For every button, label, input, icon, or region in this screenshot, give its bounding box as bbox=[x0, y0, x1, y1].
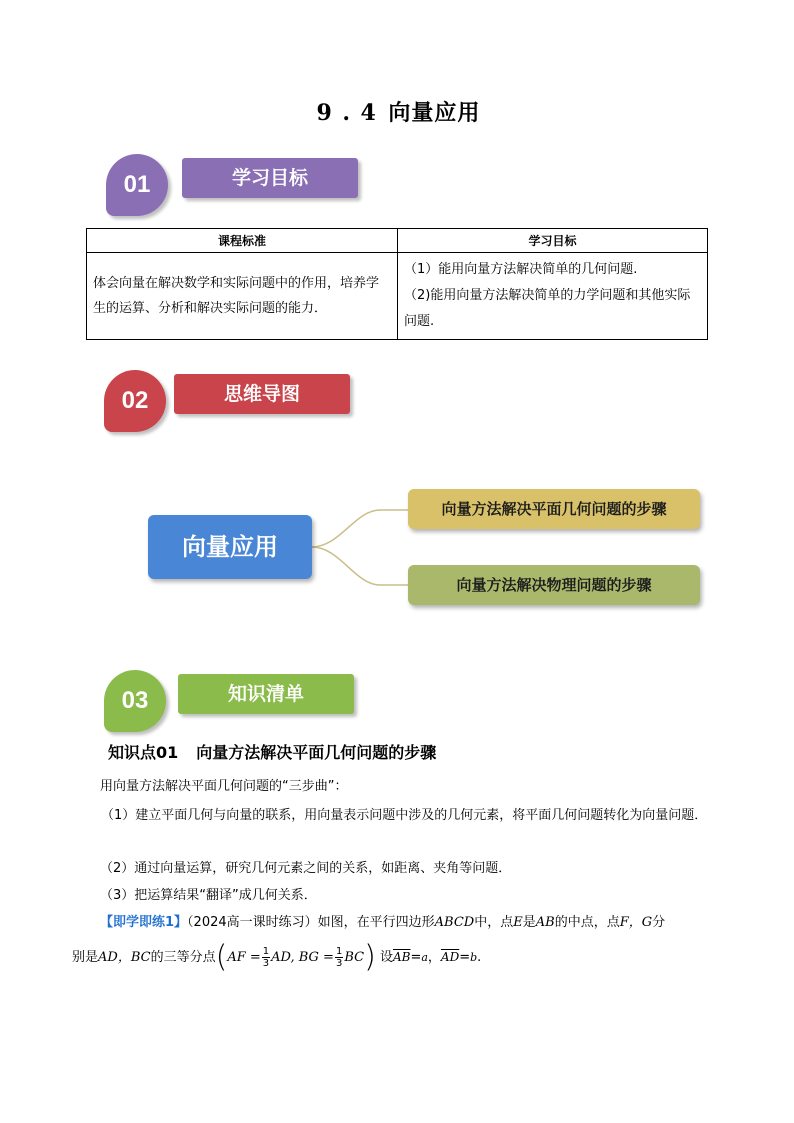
learning-goal-1: （1）能用向量方法解决简单的几何问题. bbox=[404, 262, 638, 277]
practice-text: 别是 bbox=[72, 950, 99, 965]
mind-map-connectors bbox=[300, 490, 420, 590]
separator: ， bbox=[427, 950, 441, 965]
practice-text: 分 bbox=[652, 915, 666, 930]
table-row bbox=[87, 253, 708, 340]
header-learning-goals: 学习目标 bbox=[398, 229, 708, 253]
segment-ab: AB bbox=[535, 915, 555, 930]
practice-text: 设 bbox=[379, 950, 393, 965]
point-e: E bbox=[513, 915, 523, 930]
practice-text: 是 bbox=[522, 915, 536, 930]
learning-goal-2: （2)能用向量方法解决简单的力学问题和其他实际问题. bbox=[404, 288, 691, 329]
vector-ab: $\overline{AB}$ bbox=[392, 950, 411, 964]
learning-goals-cell bbox=[398, 253, 708, 340]
section-label-band: 思维导图 bbox=[174, 374, 350, 414]
equation-ad-bg: AD, BG = bbox=[271, 950, 334, 965]
section-header-knowledge bbox=[104, 666, 364, 738]
mind-map-branch-geometry: 向量方法解决平面几何问题的步骤 bbox=[408, 489, 700, 529]
section-header-mindmap bbox=[104, 366, 364, 438]
goals-table bbox=[86, 228, 708, 340]
title-number-b: 4 bbox=[360, 100, 377, 126]
table-header-row bbox=[87, 229, 708, 253]
knowledge-point-label: 知识点01 bbox=[108, 743, 179, 762]
section-number-badge: 01 bbox=[106, 154, 168, 216]
section-header-goals bbox=[106, 150, 366, 222]
practice-text: 中，点 bbox=[474, 915, 514, 930]
practice-text: 的三等分点 bbox=[150, 950, 216, 965]
title-dot: . bbox=[342, 100, 351, 126]
practice-label: 【即学即练1】 bbox=[100, 915, 188, 930]
fraction-one-third bbox=[262, 946, 270, 969]
mind-map-branch-physics: 向量方法解决物理问题的步骤 bbox=[408, 565, 700, 605]
knowledge-step-1: （1）建立平面几何与向量的联系，用向量表示问题中涉及的几何元素，将平面几何问题转化为向量问题． bbox=[101, 808, 708, 823]
section-number-badge: 03 bbox=[104, 670, 166, 732]
practice-source: （2024高一课时练习）如图，在平行四边形 bbox=[187, 915, 435, 930]
title-text: 向量应用 bbox=[388, 100, 481, 126]
page-title bbox=[0, 96, 794, 127]
points-f-g: F，G bbox=[619, 915, 653, 930]
parallelogram-name: ABCD bbox=[434, 915, 475, 930]
vector-ad: $\overline{AD}$ bbox=[440, 950, 460, 964]
practice-text: 的中点，点 bbox=[554, 915, 620, 930]
knowledge-intro: 用向量方法解决平面几何问题的“三步曲”： bbox=[100, 779, 348, 794]
course-standard-text: 体会向量在解决数学和实际问题中的作用，培养学生的运算、分析和解决实际问题的能力． bbox=[87, 253, 398, 340]
practice-line-2: 别是AD，BC的三等分点(AF = $\frac{1}{3}$ AD, BG = $\frac{1}{3}$ BC) 设$\overline{AB}=a$，$\overline{AD}=b$. bbox=[72, 939, 482, 975]
vector-a: a bbox=[421, 951, 428, 964]
fraction-denominator: 3 bbox=[262, 958, 270, 969]
knowledge-point-heading bbox=[108, 740, 454, 763]
paren-close: ) bbox=[364, 939, 376, 975]
fraction-numerator: 1 bbox=[262, 946, 270, 957]
mind-map-center-node: 向量应用 bbox=[148, 515, 312, 579]
section-label-band: 知识清单 bbox=[178, 674, 354, 714]
fraction-one-third bbox=[335, 946, 343, 969]
knowledge-point-title: 向量方法解决平面几何问题的步骤 bbox=[196, 743, 437, 762]
fraction-numerator: 1 bbox=[335, 946, 343, 957]
paren-open: ( bbox=[215, 939, 228, 975]
section-number-badge: 02 bbox=[104, 370, 166, 432]
equation-af: AF = bbox=[227, 950, 261, 965]
knowledge-step-2: （2）通过向量运算，研究几何元素之间的关系，如距离、夹角等问题． bbox=[100, 861, 512, 876]
header-course-standard: 课程标准 bbox=[87, 229, 398, 253]
knowledge-step-3: （3）把运算结果“翻译”成几何关系． bbox=[100, 888, 317, 903]
equation-bc: BC bbox=[344, 950, 365, 965]
practice-line-1 bbox=[100, 911, 665, 935]
fraction-denominator: 3 bbox=[335, 958, 343, 969]
title-number-a: 9 bbox=[316, 100, 333, 126]
sentence-end: . bbox=[477, 950, 482, 965]
segments-ad-bc: AD，BC bbox=[98, 950, 151, 965]
vector-b: b bbox=[470, 951, 478, 964]
section-label-band: 学习目标 bbox=[182, 158, 358, 198]
